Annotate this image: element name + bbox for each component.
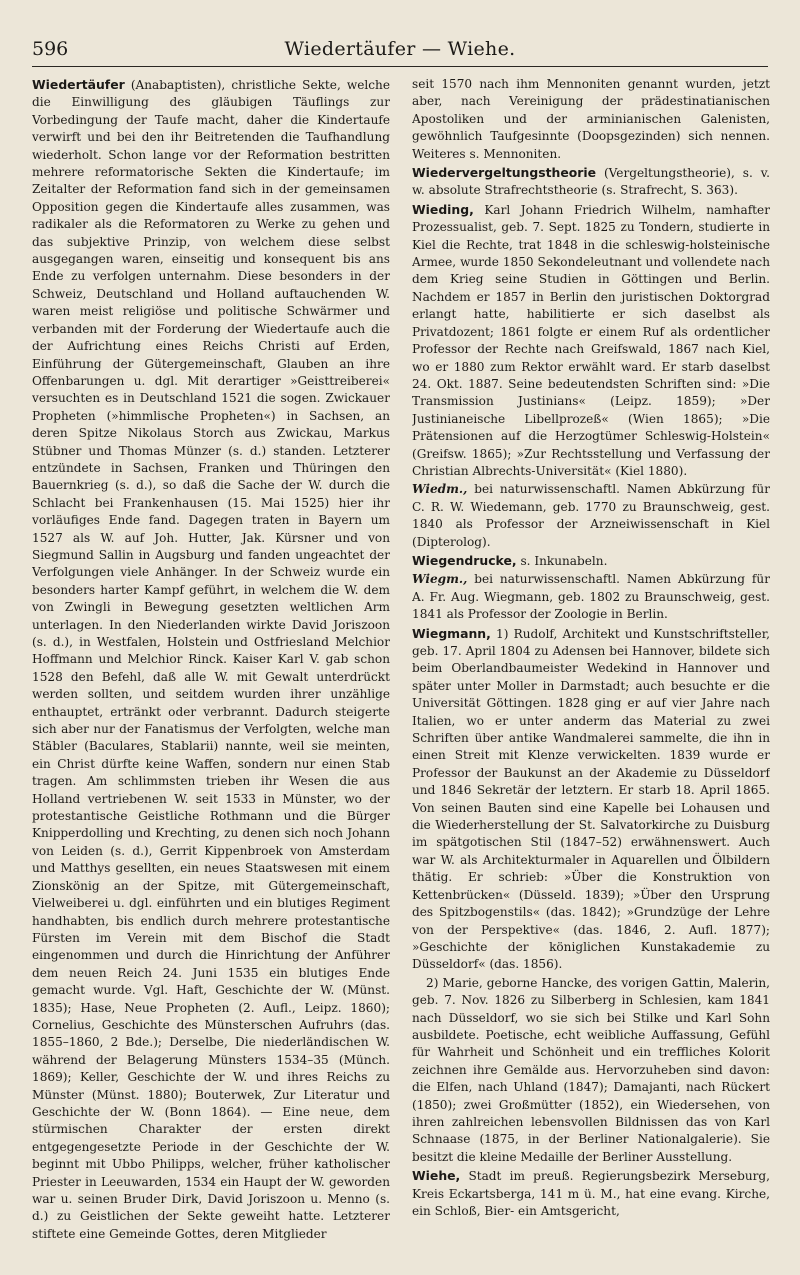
entry-text: bei naturwissenschaftl. Namen Abkürzung für C. R. W. Wiedemann, geb. 1770 zu Braunschweig, gest. 1840 als Professor der Arzneiwissenschaft in Kiel (Dipterolog). <box>412 482 770 549</box>
entry-wieding <box>412 201 770 481</box>
entry-text: 1) Rudolf, Architekt und Kunstschriftsteller, geb. 17. April 1804 zu Adensen bei Hannover, bildete sich beim Oberlandbaumeister Wedekind in Hannover und später unter Moller in Darmstadt; auch besuchte er die Universität Göttingen. 1828 ging er auf vier Jahre nach Italien, wo er unter anderm das Material zu zwei Schriften über antike Wandmalerei sammelte, die ihn in einen Streit mit Klenze verwickelten. 1839 wurde er Professor der Baukunst an der Akademie zu Düsseldorf und 1846 Sekretär der letztern. Er starb 18. April 1865. Von seinen Bauten sind eine Kapelle bei Lohausen und die Wiederherstellung der St. Salvatorkirche zu Duisburg im spätgotischen Stil (1847–52) erwähnenswert. Auch war W. als Architekturmaler in Aquarellen und Ölbildern thätig. Er schrieb: »Über die Konstruktion von Kettenbrücken« (Düsseld. 1839); »Über den Ursprung des Spitzbogenstils« (das. 1842); »Grundzüge der Lehre von der Perspektive« (das. 1846, 2. Aufl. 1877); »Geschichte der königlichen Kunstakademie zu Düsseldorf« (das. 1856). <box>412 626 770 972</box>
entry-text: s. Inkunabeln. <box>520 553 608 568</box>
entry-wiedertaeufer <box>32 76 390 1243</box>
abbreviation: Wiegm., <box>412 572 468 587</box>
entry-wiegm <box>412 571 770 623</box>
entry-wiehe <box>412 1167 770 1220</box>
headword: Wiedervergeltungstheorie <box>412 165 597 181</box>
running-title: Wiedertäufer — Wiehe. <box>284 38 516 60</box>
entry-text: Stadt im preuß. Regierungsbezirk Merseburg, Kreis Eckartsberga, 141 m ü. M., hat eine evang. Kirche, ein Schloß, Bier- ein Amtsgericht, <box>412 1169 770 1218</box>
entry-text: (Vergeltungstheorie), s. v. w. absolute Strafrechtstheorie (s. Strafrecht, S. 363). <box>412 166 770 198</box>
page-header <box>32 36 768 67</box>
entry-text: bei naturwissenschaftl. Namen Abkürzung für A. Fr. Aug. Wiegmann, geb. 1802 zu Braunschweig, gest. 1841 als Professor der Zoologie in Berlin. <box>412 572 770 622</box>
entry-text: Karl Johann Friedrich Wilhelm, namhafter Prozessualist, geb. 7. Sept. 1825 zu Tondern, studierte in Kiel die Rechte, trat 1848 in die schleswig-holsteinische Armee, wurde 1850 Sekondeleutnant und vollendete nach dem Krieg seine Studien in Göttingen und Berlin. Nachdem er 1857 in Berlin den juristischen Doktorgrad erlangt hatte, habilitierte er sich daselbst als Privatdozent; 1861 folgte er einem Ruf als ordentlicher Professor der Rechte nach Greifswald, 1867 nach Kiel, wo er 1880 zum Rektor erwählt ward. Er starb daselbst 24. Okt. 1887. Seine bedeutendsten Schriften sind: »Die Transmission Justinians« (Leipz. 1859); »Der Justinianeische Libellprozeß« (Wien 1865); »Die Prätensionen auf die Herzogtümer Schleswig-Holstein« (Greifsw. 1865); »Zur Rechtsstellung und Verfassung der Christian Albrechts-Universität« (Kiel 1880). <box>412 202 770 478</box>
entry-continuation: seit 1570 nach ihm Mennoniten genannt wurden, jetzt aber, nach Vereinigung der prädestinatianischen Apostoliken und der arminianischen Galenisten, gewöhnlich Taufgesinnte (Doopsgezinden) sich nennen. Weiteres s. Mennoniten. <box>412 77 770 161</box>
entry-wiedervergeltungstheorie <box>412 164 770 200</box>
page-number: 596 <box>32 38 69 60</box>
left-column <box>32 76 390 1256</box>
headword: Wiegendrucke, <box>412 552 517 568</box>
headword: Wiegmann, <box>412 625 491 641</box>
entry-text: (Anabaptisten), christliche Sekte, welche die Einwilligung des gläubigen Täuflings zur Vorbedingung der Taufe macht, daher die Kindertaufe verwirft und bei den ihr Beitretenden die Taufhandlung wiederholt. Schon lange vor der Reformation bestritten mehrere reformatorische Sekten die Kindertaufe; im Zeitalter der Reformation fand sich in der gemeinsamen Opposition gegen die Kindertaufe alles zusammen, was radikaler als die Reformatoren zu Werke zu gehen und das subjektive Prinzip, von welchem diese selbst ausgegangen waren, einseitig und konsequent bis ans Ende zu verfolgen unternahm. Diese besonders in der Schweiz, Deutschland und Holland auftauchenden W. waren meist religiöse und politische Schwärmer und verbanden mit der Forderung der Wiedertaufe auch die der Aufrichtung eines Reichs Christi auf Erden, Einführung der Gütergemeinschaft, Glauben an ihre Offenbarungen u. dgl. Mit derartiger »Geisttreiberei« versuchten es in Deutschland 1521 die sogen. Zwickauer Propheten (»himmlische Propheten«) in Sachsen, an deren Spitze Nikolaus Storch aus Zwickau, Markus Stübner und Thomas Münzer (s. d.) standen. Letzterer entzündete in Sachsen, Franken und Thüringen den Bauernkrieg (s. d.), so daß die Sache der W. durch die Schlacht bei Frankenhausen (15. Mai 1525) hier ihr vorläufiges Ende fand. Dagegen traten in Bayern um 1527 als W. auf Joh. Hutter, Jak. Kürsner und von Siegmund Sallin in Augsburg und fanden ungeachtet der Verfolgungen viele Anhänger. In der Schweiz wurde ein besonders harter Kampf geführt, in welchem die W. dem von Zwingli in Bewegung gesetzten weltlichen Arm unterlagen. In den Niederlanden wirkte David Joriszoon (s. d.), in Westfalen, Holstein und Ostfriesland Melchior Hoffmann und Melchior Rinck. Kaiser Karl V. gab schon 1528 den Befehl, daß alle W. mit Gewalt unterdrückt werden sollten, und seitdem wurden ihrer unzählige enthauptet, ertränkt oder verbrannt. Dadurch steigerte sich aber nur der Fanatismus der Verfolgten, welche man Stäbler (Baculares, Stablarii) nannte, weil sie meinten, ein Christ dürfte keine Waffen, sondern nur einen Stab tragen. Am schlimmsten trieben ihr Wesen die aus Holland vertriebenen W. seit 1533 in Münster, wo der protestantische Geistliche Rothmann und die Bürger Knipperdolling und Krechting, zu denen sich noch Johann von Leiden (s. d.), Gerrit Kippenbroek von Amsterdam und Matthys gesellten, ein neues Staatswesen mit einem Zionskönig an der Spitze, mit Gütergemeinschaft, Vielweiberei u. dgl. einführten und ein blutiges Regiment handhabten, bis endlich durch mehrere protestantische Fürsten im Verein mit dem Bischof die Stadt eingenommen und durch die Hinrichtung der Anführer dem neuen Reich 24. Juni 1535 ein blutiges Ende gemacht wurde. Vgl. Haft, Geschichte der W. (Münst. 1835); Hase, Neue Propheten (2. Aufl., Leipz. 1860); Cornelius, Geschichte des Münsterschen Aufruhrs (das. 1855–1860, 2 Bde.); Derselbe, Die niederländischen W. während der Belagerung Münsters 1534–35 (Münch. 1869); Keller, Geschichte der W. und ihres Reichs zu Münster (Münst. 1880); Bouterwek, Zur Literatur und Geschichte der W. (Bonn 1864). — Eine neue, dem stürmischen Charakter der ersten direkt entgegengesetzte Periode in der Geschichte der W. beginnt mit Ubbo Philipps, welcher, früher katholischer Priester in Leeuwarden, 1534 ein Haupt der W. geworden war u. seinen Bruder Dirk, David Joriszoon u. Menno (s. d.) zu Geistlichen der Sekte geweiht hatte. Letzterer stiftete eine Gemeinde Gottes, deren Mitglieder <box>32 78 390 1241</box>
headword: Wieding, <box>412 201 474 217</box>
headword: Wiedertäufer <box>32 77 125 92</box>
entry-wiegendrucke <box>412 552 770 570</box>
right-column <box>412 76 770 1256</box>
entry-wiegmann <box>412 625 770 974</box>
headword: Wiehe, <box>412 1168 461 1184</box>
entry-wiegmann-marie: 2) Marie, geborne Hancke, des vorigen Gattin, Malerin, geb. 7. Nov. 1826 zu Silberberg in Schlesien, kam 1841 nach Düsseldorf, wo sie sich bei Stilke und Karl Sohn ausbildete. Poetische, echt weibliche Auffassung, Gefühl für Wahrheit und Schönheit und ein treffliches Kolorit zeichnen ihre Gemälde aus. Hervorzuheben sind davon: die Elfen, nach Uhland (1847); Damajanti, nach Rückert (1850); zwei Großmütter (1852), ein Wiedersehen, von ihren zahlreichen lebensvollen Bildnissen das von Karl Schnaase (1875, in der Berliner Nationalgalerie). Sie besitzt die kleine Medaille der Berliner Ausstellung. <box>412 975 770 1164</box>
entry-wiedm <box>412 481 770 551</box>
abbreviation: Wiedm., <box>412 482 468 497</box>
